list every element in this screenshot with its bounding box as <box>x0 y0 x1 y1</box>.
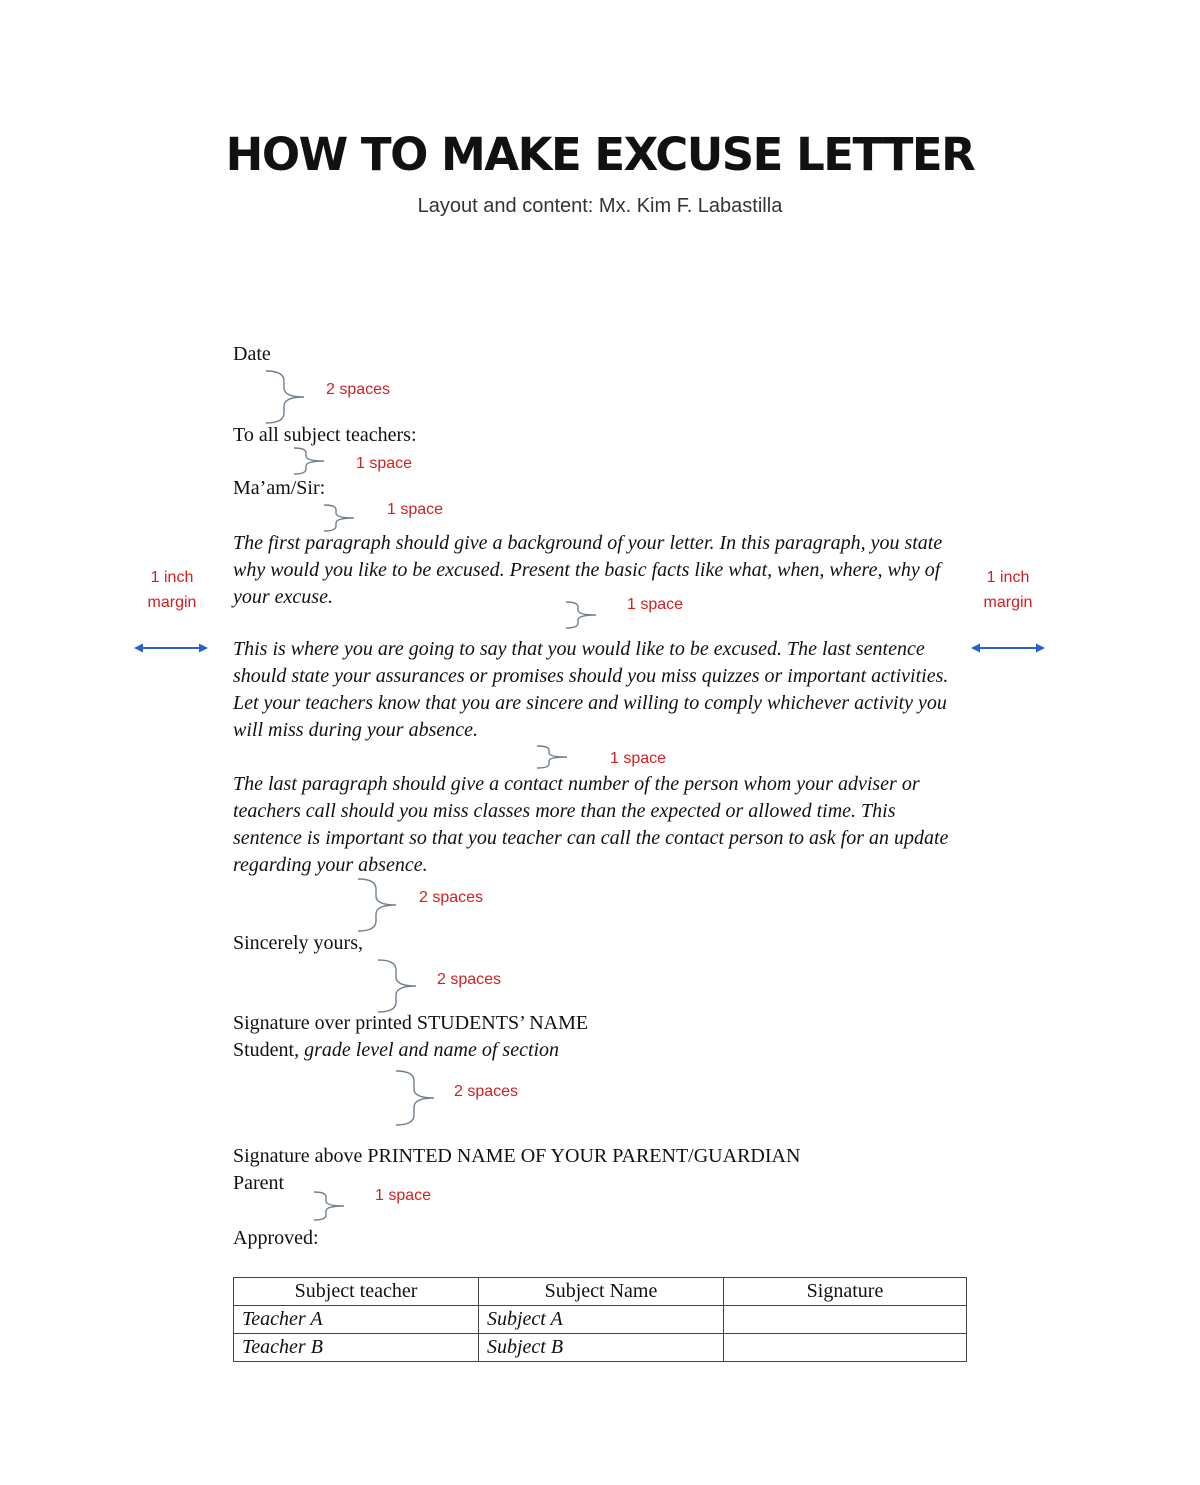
spacing-brace-icon <box>376 959 420 1013</box>
spacing-brace-icon <box>394 1070 438 1126</box>
right-margin-note-line2: margin <box>983 594 1033 611</box>
right-margin-note <box>974 565 1042 615</box>
spacing-note: 2 spaces <box>454 1083 519 1100</box>
spacing-brace-icon <box>312 1191 348 1221</box>
student-signature-line: Signature over printed STUDENTS’ NAME <box>233 1012 589 1034</box>
table-cell: Subject B <box>479 1334 724 1362</box>
student-info-line <box>233 1039 559 1062</box>
approved-line: Approved: <box>233 1227 319 1249</box>
table-cell: Subject A <box>479 1306 724 1334</box>
spacing-note: 1 space <box>610 750 667 767</box>
page-subtitle: Layout and content: Mx. Kim F. Labastilla <box>417 195 783 217</box>
left-margin-note-line1: 1 inch <box>150 569 194 586</box>
spacing-note: 2 spaces <box>437 971 502 988</box>
approval-table <box>233 1277 967 1362</box>
letter-paragraph-1: The first paragraph should give a background of your letter. In this paragraph, you state why would you like to be excused. Present the basic facts like what, when, where, why of your excuse. <box>233 532 943 608</box>
date-line: Date <box>233 343 271 365</box>
spacing-note: 1 space <box>387 501 444 518</box>
table-cell <box>724 1334 967 1362</box>
table-header-row <box>234 1278 967 1306</box>
table-row <box>234 1334 967 1362</box>
spacing-brace-icon <box>322 504 358 532</box>
spacing-brace-icon <box>356 878 400 932</box>
salutation-line: Ma’am/Sir: <box>233 477 326 499</box>
spacing-brace-icon <box>264 370 308 424</box>
table-cell: Teacher B <box>234 1334 479 1362</box>
table-header-cell: Subject Name <box>479 1278 724 1306</box>
table-header-cell: Subject teacher <box>234 1278 479 1306</box>
student-info-italic: grade level and name of section <box>304 1039 560 1061</box>
right-margin-note-line1: 1 inch <box>986 569 1030 586</box>
closing-line: Sincerely yours, <box>233 932 363 954</box>
spacing-note: 1 space <box>356 455 413 472</box>
spacing-note: 1 space <box>375 1187 432 1204</box>
letter-paragraph-3: The last paragraph should give a contact number of the person whom your adviser or teachers call should you miss classes more than the expected or allowed time. This sentence is important so that you teacher can call the contact person to ask for an update regarding your absence. <box>233 773 949 876</box>
spacing-brace-icon <box>564 601 600 629</box>
salutation-to-line: To all subject teachers: <box>233 424 417 446</box>
student-info-prefix: Student, <box>233 1039 305 1061</box>
spacing-brace-icon <box>535 745 571 769</box>
table-cell <box>724 1306 967 1334</box>
left-margin-note <box>138 565 206 615</box>
left-margin-note-line2: margin <box>147 594 197 611</box>
spacing-note: 2 spaces <box>326 381 391 398</box>
spacing-note: 1 space <box>627 596 684 613</box>
letter-paragraph-2: This is where you are going to say that you would like to be excused. The last sentence should state your assurances or promises should you miss quizzes or important activities. Let your teachers know that you are sincere and willing to comply whichever activity you will miss during your absence. <box>233 638 949 741</box>
table-cell: Teacher A <box>234 1306 479 1334</box>
right-margin-arrow-icon <box>971 642 1045 654</box>
left-margin-arrow-icon <box>134 642 208 654</box>
table-row <box>234 1306 967 1334</box>
page-title: HOW TO MAKE EXCUSE LETTER <box>225 128 975 181</box>
parent-signature-line: Signature above PRINTED NAME OF YOUR PARENT/GUARDIAN <box>233 1145 801 1167</box>
spacing-brace-icon <box>292 447 328 475</box>
table-header-cell: Signature <box>724 1278 967 1306</box>
spacing-note: 2 spaces <box>419 889 484 906</box>
parent-label-line: Parent <box>233 1172 285 1194</box>
